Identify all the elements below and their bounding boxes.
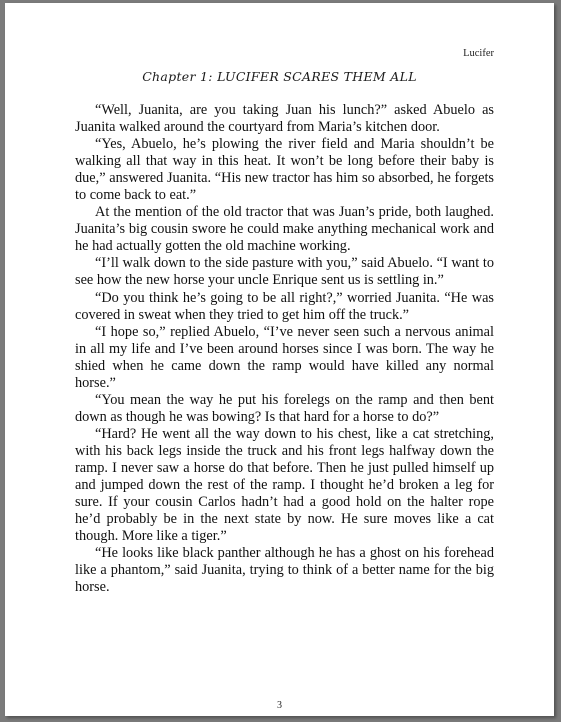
page-number: 3 xyxy=(277,700,282,711)
paragraph: At the mention of the old tractor that was Juan’s pride, both laughed. Juanita’s big cousin swore he could make anything mechanical work and he had actually gotten the old machine working. xyxy=(75,204,494,255)
paragraph: “I hope so,” replied Abuelo, “I’ve never seen such a nervous animal in all my life and I’ve been around horses since I was born. The way he shied when he came down the ramp would have killed any normal horse.” xyxy=(75,323,494,391)
document-page xyxy=(5,3,554,716)
paragraph: “Hard? He went all the way down to his chest, like a cat stretching, with his back legs inside the truck and his front legs halfway down the ramp. I never saw a horse do that before. Then he just pulled himself up and jumped down the rest of the ramp. I thought he’d broken a leg for sure. If your cousin Carlos hadn’t had a good hold on the halter rope he’d probably be in the next state by now. He sure moves like a cat though. More like a tiger.” xyxy=(75,425,494,545)
paragraph: “He looks like black panther although he has a ghost on his forehead like a phantom,” said Juanita, trying to think of a better name for the big horse. xyxy=(75,545,494,596)
paragraph: “Do you think he’s going to be all right?,” worried Juanita. “He was covered in sweat when they tried to get him off the truck.” xyxy=(75,289,494,323)
chapter-title: Chapter 1: LUCIFER SCARES THEM ALL xyxy=(142,69,417,84)
chapter-body xyxy=(75,102,494,596)
paragraph: “You mean the way he put his forelegs on the ramp and then bent down as though he was bowing? Is that hard for a horse to do?” xyxy=(75,391,494,425)
paragraph: “Yes, Abuelo, he’s plowing the river field and Maria shouldn’t be walking all that way in this heat. It won’t be long before their baby is due,” answered Juanita. “His new tractor has him so absorbed, he forgets to come back to eat.” xyxy=(75,136,494,204)
paragraph: “Well, Juanita, are you taking Juan his lunch?” asked Abuelo as Juanita walked around the courtyard from Maria’s kitchen door. xyxy=(75,102,494,136)
running-head: Lucifer xyxy=(463,48,494,59)
paragraph: “I’ll walk down to the side pasture with you,” said Abuelo. “I want to see how the new horse your uncle Enrique sent us is settling in.” xyxy=(75,255,494,289)
